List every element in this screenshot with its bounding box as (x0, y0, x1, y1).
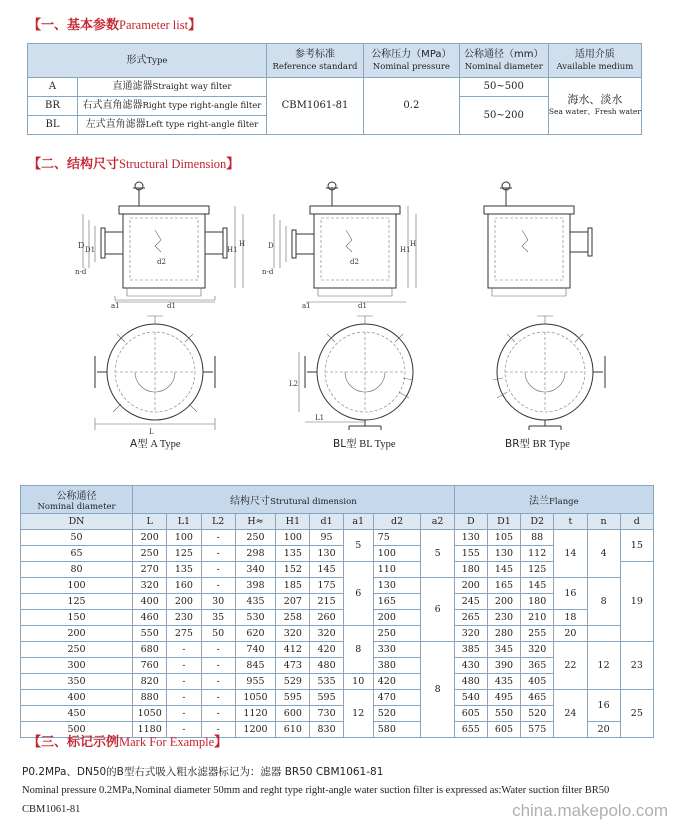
table-cell: 330 (373, 642, 421, 658)
drawing-br-elevation (470, 180, 610, 300)
table-cell: 215 (310, 594, 343, 610)
table-row (21, 578, 654, 594)
standard-value: CBM1061-81 (266, 78, 363, 135)
header-pressure: 公称压力（MPa） Nominal pressure (364, 44, 460, 78)
table-cell: 6 (343, 562, 373, 626)
type-name: 左式直角滤器Left type right-angle filter (77, 116, 266, 135)
table-cell: 1050 (235, 690, 275, 706)
table-cell: 25 (620, 690, 653, 738)
table-cell: - (201, 658, 235, 674)
table-cell: 320 (133, 578, 167, 594)
table-cell: L2 (201, 514, 235, 530)
parameter-table (27, 43, 642, 135)
table-cell: 22 (554, 642, 587, 690)
watermark: china.makepolo.com (512, 801, 668, 820)
table-cell: 550 (487, 706, 520, 722)
table-cell: 350 (21, 674, 133, 690)
table-cell: 30 (201, 594, 235, 610)
header-medium: 适用介质 Available medium (548, 44, 641, 78)
table-cell: 265 (454, 610, 487, 626)
table-cell: 10 (343, 674, 373, 690)
table-cell: 473 (276, 658, 310, 674)
table-cell: 955 (235, 674, 275, 690)
drawing-a-plan (85, 312, 225, 437)
table-cell: 250 (373, 626, 421, 642)
table-cell: 412 (276, 642, 310, 658)
table-cell: 600 (276, 706, 310, 722)
table-cell: 880 (133, 690, 167, 706)
table-cell: 320 (454, 626, 487, 642)
table-cell: 105 (487, 530, 520, 546)
table-cell: 610 (276, 722, 310, 738)
label-d: D (268, 242, 274, 250)
type-code: BR (28, 97, 78, 116)
table-row (21, 690, 654, 706)
table-cell: 1200 (235, 722, 275, 738)
table-cell: 152 (276, 562, 310, 578)
table-cell: L1 (167, 514, 201, 530)
table-cell: 250 (21, 642, 133, 658)
table-cell: 8 (421, 642, 454, 738)
label-l2: L2 (289, 380, 299, 388)
table-cell: 20 (587, 722, 620, 738)
table-cell: - (167, 706, 201, 722)
medium-value: 海水、淡水 Sea water、Fresh water (548, 78, 641, 135)
table-cell: 275 (167, 626, 201, 642)
label-l1: L1 (315, 414, 325, 422)
table-cell: 530 (235, 610, 275, 626)
table-cell: 135 (276, 546, 310, 562)
table-cell: 420 (310, 642, 343, 658)
table-cell: t (554, 514, 587, 530)
label-l: L (149, 428, 154, 436)
table-cell: 200 (21, 626, 133, 642)
table-cell: 20 (554, 626, 587, 642)
table-cell: 65 (21, 546, 133, 562)
table-cell: d2 (373, 514, 421, 530)
type-code: A (28, 78, 78, 97)
table-cell: H1 (276, 514, 310, 530)
table-cell: 110 (373, 562, 421, 578)
table-cell: 165 (373, 594, 421, 610)
table-cell: 400 (21, 690, 133, 706)
table-cell: 300 (21, 658, 133, 674)
table-cell: 200 (454, 578, 487, 594)
table-cell: - (167, 642, 201, 658)
table-cell: 12 (587, 642, 620, 690)
table-cell: 605 (487, 722, 520, 738)
table-cell: 125 (167, 546, 201, 562)
table-cell: 18 (554, 610, 587, 626)
table-cell: 4 (587, 530, 620, 578)
table-row (21, 642, 654, 658)
table-cell: 250 (235, 530, 275, 546)
table-cell: 460 (133, 610, 167, 626)
table-cell: 5 (343, 530, 373, 562)
table-cell: 520 (373, 706, 421, 722)
table-cell: 760 (133, 658, 167, 674)
table-cell: 550 (133, 626, 167, 642)
table-cell: 230 (487, 610, 520, 626)
label-h: H (239, 240, 246, 248)
header-structural: 结构尺寸Strutural dimension (133, 486, 455, 514)
example-line-std: CBM1061-81 (22, 804, 81, 815)
table-cell: - (201, 546, 235, 562)
table-cell: 1050 (133, 706, 167, 722)
table-cell: 340 (235, 562, 275, 578)
table-cell: H≈ (235, 514, 275, 530)
table-cell: - (167, 690, 201, 706)
type-name: 直通滤器Straight way filter (77, 78, 266, 97)
table-cell: 88 (521, 530, 554, 546)
table-cell: 740 (235, 642, 275, 658)
table-row (21, 530, 654, 546)
table-cell: 100 (167, 530, 201, 546)
table-cell: 420 (373, 674, 421, 690)
table-cell: DN (21, 514, 133, 530)
table-cell: 23 (620, 642, 653, 690)
table-cell: 135 (167, 562, 201, 578)
table-cell: 200 (373, 610, 421, 626)
drawing-bl-elevation (262, 180, 422, 310)
table-cell: 125 (521, 562, 554, 578)
label-d: D (78, 241, 85, 250)
dimension-table (20, 485, 654, 738)
table-cell: 480 (454, 674, 487, 690)
table-cell: 520 (521, 706, 554, 722)
table-cell: 160 (167, 578, 201, 594)
table-cell: 207 (276, 594, 310, 610)
header-type: 形式Type (28, 44, 267, 78)
table-cell: 210 (521, 610, 554, 626)
table-cell: - (201, 578, 235, 594)
table-cell: - (201, 690, 235, 706)
table-row (21, 626, 654, 642)
table-cell: 540 (454, 690, 487, 706)
table-cell: a2 (421, 514, 454, 530)
table-cell: - (201, 562, 235, 578)
table-cell: 150 (21, 610, 133, 626)
example-line-zh: P0.2MPa、DN50的B型右式吸入粗水滤器标记为：滤器 BR50 CBM1061-81 (22, 766, 384, 778)
table-cell: 450 (21, 706, 133, 722)
table-cell: 100 (276, 530, 310, 546)
label-d2: d2 (350, 258, 359, 266)
type-name: 右式直角滤器Right type right-angle filter (77, 97, 266, 116)
table-cell: 465 (521, 690, 554, 706)
table-cell: d1 (310, 514, 343, 530)
table-cell: 260 (310, 610, 343, 626)
table-cell: 6 (421, 578, 454, 642)
header-standard: 参考标准 Reference standard (266, 44, 363, 78)
label-d1: D1 (85, 246, 96, 254)
table-cell: 80 (21, 562, 133, 578)
table-cell: 130 (373, 578, 421, 594)
table-row (28, 44, 642, 78)
table-cell: 16 (554, 578, 587, 610)
table-cell: D1 (487, 514, 520, 530)
table-cell: 820 (133, 674, 167, 690)
table-cell: 320 (310, 626, 343, 642)
table-cell: 100 (21, 578, 133, 594)
table-cell: D (454, 514, 487, 530)
section-title-dimension: 【二、结构尺寸Structural Dimension】 (28, 157, 240, 172)
table-cell: - (167, 658, 201, 674)
table-cell: - (201, 530, 235, 546)
caption-a-type: A型 A Type (130, 438, 181, 450)
table-cell: - (167, 674, 201, 690)
table-cell: 200 (133, 530, 167, 546)
table-cell: 5 (421, 530, 454, 578)
drawing-br-plan (485, 312, 615, 437)
table-cell: 430 (454, 658, 487, 674)
table-cell: - (201, 722, 235, 738)
table-cell: - (201, 642, 235, 658)
table-cell: - (201, 674, 235, 690)
table-row (21, 486, 654, 514)
section-title-parameters: 【一、基本参数Parameter list】 (28, 18, 202, 33)
table-cell: 258 (276, 610, 310, 626)
table-cell: 145 (521, 578, 554, 594)
table-cell: 529 (276, 674, 310, 690)
table-cell: 75 (373, 530, 421, 546)
table-cell: 385 (454, 642, 487, 658)
table-cell: 1120 (235, 706, 275, 722)
table-cell: 112 (521, 546, 554, 562)
table-cell: 845 (235, 658, 275, 674)
table-cell: 185 (276, 578, 310, 594)
table-cell: 390 (487, 658, 520, 674)
table-cell: 730 (310, 706, 343, 722)
table-cell: 180 (454, 562, 487, 578)
label-h1: H1 (227, 246, 238, 254)
table-cell: 175 (310, 578, 343, 594)
table-cell: 500 (21, 722, 133, 738)
table-cell: L (133, 514, 167, 530)
table-cell: 495 (487, 690, 520, 706)
table-cell: 595 (310, 690, 343, 706)
table-cell: 50 (201, 626, 235, 642)
header-diameter: 公称通径（mm） Nominal diameter (459, 44, 548, 78)
table-cell: 95 (310, 530, 343, 546)
table-cell: 19 (620, 562, 653, 642)
table-cell: 400 (133, 594, 167, 610)
table-cell: 125 (21, 594, 133, 610)
diameter-range-2: 50~200 (459, 97, 548, 135)
table-cell: 320 (521, 642, 554, 658)
table-cell: 245 (454, 594, 487, 610)
table-cell: 320 (276, 626, 310, 642)
table-cell: 405 (521, 674, 554, 690)
drawing-bl-plan (285, 312, 425, 437)
table-cell: 470 (373, 690, 421, 706)
table-cell: 1180 (133, 722, 167, 738)
label-h: H (410, 240, 417, 248)
label-d1b: d1 (167, 302, 176, 310)
table-cell: 270 (133, 562, 167, 578)
table-cell: 580 (373, 722, 421, 738)
table-cell: 8 (587, 578, 620, 626)
table-cell: 200 (167, 594, 201, 610)
table-row (21, 610, 654, 626)
type-code: BL (28, 116, 78, 135)
table-cell: 16 (587, 690, 620, 722)
table-cell: 575 (521, 722, 554, 738)
table-cell: a1 (343, 514, 373, 530)
table-cell: 200 (487, 594, 520, 610)
table-cell: 435 (235, 594, 275, 610)
column-header-row (21, 514, 654, 530)
label-n-d: n-d (75, 268, 87, 276)
table-cell: 8 (343, 626, 373, 674)
example-line-en: Nominal pressure 0.2MPa,Nominal diameter 50mm and reght type right-angle water suction filter is expressed as:Water suction filter BR50 (22, 785, 610, 796)
table-cell: 380 (373, 658, 421, 674)
label-h1: H1 (400, 246, 411, 254)
table-cell: 230 (167, 610, 201, 626)
table-cell: 35 (201, 610, 235, 626)
table-cell: 298 (235, 546, 275, 562)
table-cell: 535 (310, 674, 343, 690)
label-d2: d2 (157, 258, 166, 266)
table-cell: 145 (487, 562, 520, 578)
header-nominal-diameter: 公称通径 Nominal diameter (21, 486, 133, 514)
table-cell: 130 (487, 546, 520, 562)
table-cell: 620 (235, 626, 275, 642)
table-cell: 15 (620, 530, 653, 562)
label-a1: a1 (302, 302, 311, 310)
table-cell: 145 (310, 562, 343, 578)
table-cell: 830 (310, 722, 343, 738)
table-cell: 130 (454, 530, 487, 546)
drawing-a-elevation (75, 180, 250, 310)
table-cell: 24 (554, 690, 587, 738)
table-cell: 14 (554, 530, 587, 578)
table-cell: 165 (487, 578, 520, 594)
table-cell: - (201, 706, 235, 722)
table-cell: 680 (133, 642, 167, 658)
table-cell: 155 (454, 546, 487, 562)
pressure-value: 0.2 (364, 78, 460, 135)
table-cell: 280 (487, 626, 520, 642)
table-cell: 100 (373, 546, 421, 562)
table-row (28, 78, 642, 97)
header-flange: 法兰Flange (454, 486, 653, 514)
table-cell: 435 (487, 674, 520, 690)
table-cell: - (167, 722, 201, 738)
table-cell: d (620, 514, 653, 530)
table-cell: 130 (310, 546, 343, 562)
diameter-range-1: 50~500 (459, 78, 548, 97)
table-cell: 595 (276, 690, 310, 706)
label-n-d: n-d (262, 268, 274, 276)
table-cell: 50 (21, 530, 133, 546)
caption-br-type: BR型 BR Type (505, 438, 570, 450)
table-cell: 480 (310, 658, 343, 674)
table-cell: 605 (454, 706, 487, 722)
table-cell: 255 (521, 626, 554, 642)
table-cell: 345 (487, 642, 520, 658)
table-cell: 655 (454, 722, 487, 738)
table-cell: 398 (235, 578, 275, 594)
caption-bl-type: BL型 BL Type (333, 438, 396, 450)
label-d1b: d1 (358, 302, 367, 310)
table-cell: 12 (343, 690, 373, 738)
table-cell: 180 (521, 594, 554, 610)
table-cell: D2 (521, 514, 554, 530)
table-cell: 250 (133, 546, 167, 562)
table-cell: 365 (521, 658, 554, 674)
table-cell: n (587, 514, 620, 530)
section-title-example: 【三、标记示例Mark For Example】 (28, 735, 228, 750)
label-a1: a1 (111, 302, 120, 310)
